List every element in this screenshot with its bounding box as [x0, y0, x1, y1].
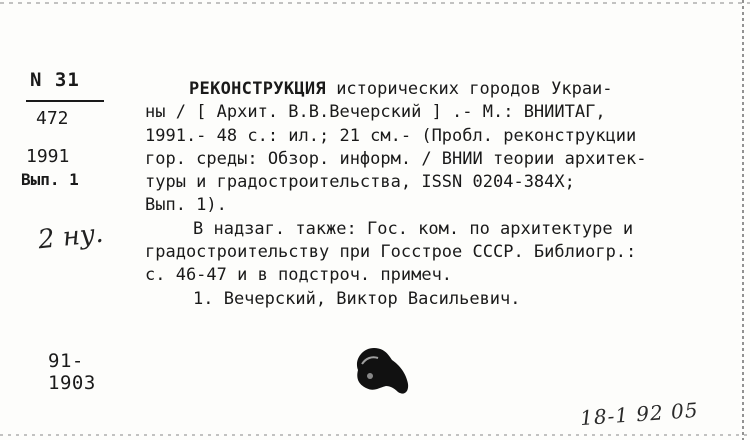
card-issue: Вып. 1	[21, 170, 79, 189]
entry-line-6: Вып. 1).	[145, 195, 227, 216]
card-code: 472	[36, 108, 69, 129]
card-number-rule	[26, 100, 104, 102]
entry-line-10: 1. Вечерский, Виктор Васильевич.	[193, 288, 521, 309]
entry-line-9: с. 46-47 и в подстроч. примеч.	[145, 265, 453, 286]
entry-line-1	[145, 78, 740, 101]
entry-line-5: туры и градостроительства, ISSN 0204-384X;	[145, 172, 575, 193]
entry-line-1-rest: исторических городов Украи-	[325, 79, 613, 99]
entry-line-4: гор. среды: Обзор. информ. / ВНИИ теории архитек-	[145, 148, 647, 169]
card-number: N 31	[30, 69, 80, 91]
entry-line-2: ны / [ Архит. В.В.Вечерский ] .- М.: ВНИИТАГ,	[145, 102, 606, 123]
card-right-edge	[742, 0, 744, 440]
card-left-column	[0, 0, 130, 440]
accession-number: 91-1903	[48, 350, 96, 394]
bibliographic-entry	[145, 78, 740, 311]
card-year: 1991	[26, 146, 70, 167]
entry-title-word: РЕКОНСТРУКЦИЯ	[189, 79, 326, 99]
entry-line-7: В надзаг. также: Гос. ком. по архитектуре и	[193, 218, 634, 239]
entry-line-3: 1991.- 48 с.: ил.; 21 см.- (Пробл. реконструкции	[145, 125, 637, 146]
ink-blot-stamp-icon	[348, 340, 412, 398]
date-stamp: 18-1 92 05	[579, 397, 700, 431]
entry-line-8: градостроительству при Госстрое СССР. Библиогр.:	[145, 242, 637, 263]
handwritten-note: 2 ну.	[36, 218, 105, 256]
